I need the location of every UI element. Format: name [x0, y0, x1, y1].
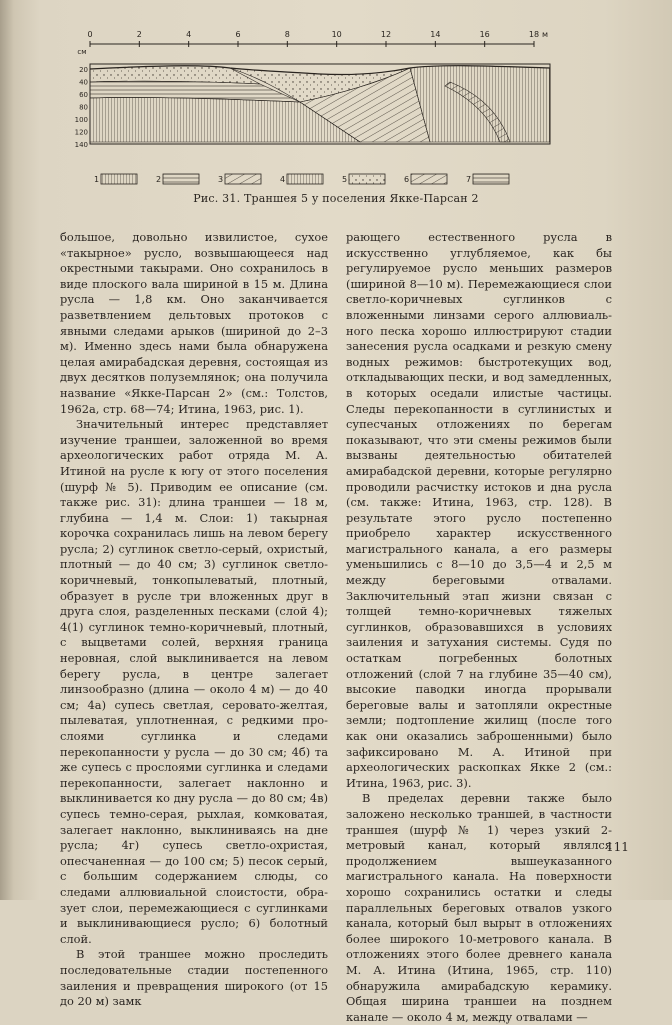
- scale-tick-label: 10: [331, 30, 342, 39]
- legend-swatch: [349, 174, 385, 184]
- depth-tick-label: 60: [79, 91, 88, 99]
- scale-tick-label: 6: [235, 30, 241, 39]
- legend-number: 6: [404, 175, 410, 184]
- trench-profile-figure: [60, 24, 560, 204]
- scale-tick-label: 14: [430, 30, 441, 39]
- legend-swatch: [473, 174, 509, 184]
- trench-profile-drawing: [60, 24, 560, 194]
- scale-tick-label: 0: [87, 30, 93, 39]
- depth-tick-label: 140: [74, 141, 88, 149]
- scale-tick-label: 16: [479, 30, 490, 39]
- depth-tick-label: 100: [74, 116, 88, 124]
- right-column: [346, 230, 612, 1025]
- figure-caption: Рис. 31. Траншея 5 у поселения Якке-Парсан 2: [193, 192, 479, 205]
- paragraph: большое, довольно извилистое, сухое «такырное» русло, возвышающееся над окрестными такырами. Оно сохранилось в виде плоского вала шириной в 15 м. Длина русла — 1,8 км. Оно заканчивается разветвлением дельтовых протоков с явными следами арыков (шириной до 2–3 м). Именно здесь нами была обнаружена целая амирабадская деревня, состоящая из двух десятков полуземлянок; она получила название «Якке-Парсан 2» (см.: Толстов, 1962а, стр. 68—74; Итина, 1963, рис. 1).: [60, 230, 328, 416]
- paragraph: В пределах деревни также было заложено несколько траншей, в частности траншея (шурф № 1) через узкий 2-метровый канал, который являлся продолжением вышеуказанного магистрального канала. На поверхности хорошо сохранились остатки и следы параллельных береговых отвалов узкого канала, который был вырыт в отложениях более широкого 10-метрового канала. В отложениях этого более древнего канала М. А. Итина (Итина, 1965, стр. 110) обнаружила амирабадскую керамику. Общая ширина траншеи на позднем канале — около 4 м, между отвалами —: [346, 791, 612, 1024]
- depth-tick-label: 20: [79, 66, 88, 74]
- scale-tick-label: 18: [528, 30, 540, 39]
- legend-number: 1: [94, 175, 100, 184]
- depth-tick-label: 40: [79, 78, 88, 87]
- paragraph: рающего естественного русла в искусственно углубляемое, как бы регулируемое русло меньших размеров (шириной 8—10 м). Перемежающиеся слои светло-коричневых суглинков с вложенными линзами серого аллювиального песка хорошо иллюстрируют стадии занесения русла осадками и резкую смену водных режимов: быстротекущих вод, откладывающих пески, и вод замедленных, в которых оседали илистые частицы. Следы перeкопанности в суглинистых и супесчаных отложениях по берегам показывают, что эти смены режимов были вызваны деятельностью обитателей амирабадской деревни, которые регулярно проводили расчистку истоков и дна русла (см. также: Итина, 1963, стр. 128). В результате этого русло постепенно приобрело характер искусственного магистрального канала, а его размеры уменьшились с 8—10 до 3,5—4 и 2,5 м между береговыми отвалами. Заключительный этап жизни связан с толщей темно-коричневых тяжелых суглинков, образовавшихся в условиях заиления и затухания системы. Судя по остаткам погребенных болотных отложений (слой 7 на глубине 35—40 см), высокие паводки иногда прорывали береговые валы и затопляли окрестные земли; подтопление жилищ (после того как они оказались заброшенными) было зафиксировано М. А. Итиной при археологических раскопках Якке 2 (см.: Итина, 1963, рис. 3).: [346, 230, 612, 790]
- page-number: 111: [606, 840, 629, 854]
- legend-swatch: [225, 174, 261, 184]
- scale-tick-label: 4: [186, 30, 192, 39]
- left-column: [60, 230, 328, 1010]
- legend-swatch: [101, 174, 137, 184]
- depth-scale: [75, 48, 88, 149]
- scale-unit: м: [542, 30, 549, 39]
- depth-tick-label: 80: [79, 103, 88, 112]
- scale-tick-label: 2: [136, 30, 142, 39]
- paragraph: Значительный интерес представляет изучение траншеи, заложенной во время археологических работ отряда М. А. Итиной на русле к югу от этого поселения (шурф № 5). Приводим ее описание (см. также рис. 31): длина траншеи — 18 м, глубина — 1,4 м. Слои: 1) такырная корочка сохранилась лишь на левом берегу русла; 2) суглинок светло-серый, охристый, плотный — до 40 см; 3) суглинок светло-коричневый, тонкопылеватый, плотный, образует в русле три вложенных друг в друга слоя, разделенных песками (слой 4); 4(1) суглинок темно-коричневый, плотный, с выцветами солей, верхняя граница неровная, слой выклинивается на левом берегу русла, в центре залегает линзообразно (длина — около 4 м) — до 40 см; 4а) супесь светлая, серовато-желтая, пылеватая, уплотненная, с редкими прослоями суглинка и следами перекопанности у русла — до 30 см; 4б) та же супесь с прослоями суглинка и следами перекопанности, залегает наклонно и выклинивается ко дну русла — до 80 см; 4в) супесь темно-серая, рыхлая, комковатая, залегает наклонно, выклиниваясь на дне русла; 4г) супесь светло-охристая, опесчаненная — до 100 см; 5) песок серый, с большим содержанием слюды, со следами аллювиальной слоистости, образует слои, перемежающиеся с суглинками и выклинивающиеся русло; 6) болотный слой.: [60, 417, 329, 946]
- depth-unit: см: [77, 48, 87, 56]
- legend-number: 2: [156, 175, 162, 184]
- legend-swatch: [163, 174, 199, 184]
- legend-swatch: [287, 174, 323, 184]
- scale-tick-label: 12: [380, 30, 392, 39]
- legend-number: 7: [466, 175, 472, 184]
- figure-legend: [94, 174, 509, 184]
- scale-tick-label: 8: [284, 30, 290, 39]
- legend-number: 5: [342, 175, 348, 184]
- paragraph: В этой траншее можно проследить последовательные стадии постепенного заиления и превращения широкого (от 15 до 20 м) замк: [60, 947, 328, 1009]
- legend-number: 4: [280, 175, 286, 184]
- legend-swatch: [411, 174, 447, 184]
- depth-tick-label: 120: [74, 128, 88, 137]
- legend-number: 3: [218, 175, 224, 184]
